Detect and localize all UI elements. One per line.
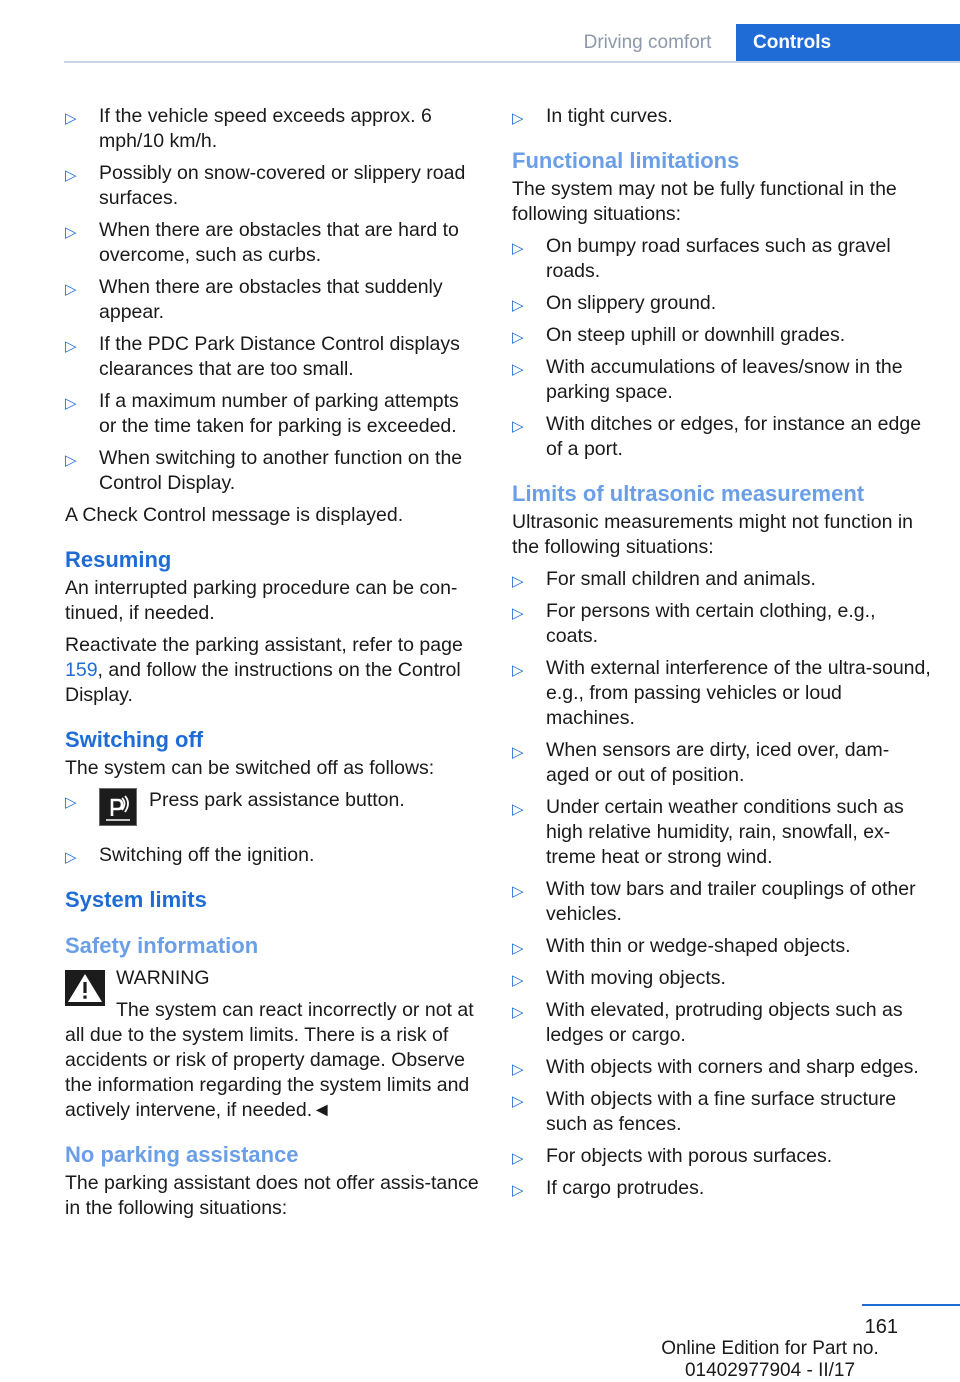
triangle-right-icon: ▷ [65, 110, 77, 127]
triangle-right-icon: ▷ [65, 281, 77, 298]
press-button-text: Press park assistance button. [149, 789, 405, 811]
header-section: Driving comfort [583, 32, 712, 53]
triangle-right-icon: ▷ [512, 1182, 524, 1199]
list-item: ▷ With objects with a fine surface structure such as fences. [512, 1088, 897, 1135]
list-item: ▷ With elevated, protruding objects such as ledges or cargo. [512, 999, 903, 1046]
triangle-right-icon: ▷ [512, 573, 524, 590]
list-item: ▷ If the vehicle speed exceeds approx. 6 mph/10 km/h. [65, 105, 432, 152]
ultrasonic-intro: Ultrasonic measurements might not function in the following situations: [512, 511, 914, 558]
warning-label: WARNING [116, 967, 210, 989]
list-item: ▷ When sensors are dirty, iced over, dam‐aged or out of position. [512, 739, 890, 786]
resuming-text: An interrupted parking procedure can be con‐tinued, if needed. [65, 577, 458, 624]
no-parking-text: The parking assistant does not offer assis‐tance in the following situations: [65, 1172, 479, 1219]
left-column [65, 104, 480, 1228]
system-limits-heading: System limits [65, 887, 207, 912]
list-item: ▷ With tow bars and trailer couplings of other vehicles. [512, 878, 916, 925]
triangle-right-icon: ▷ [512, 1004, 524, 1021]
no-parking-heading: No parking assistance [65, 1142, 299, 1167]
triangle-right-icon: ▷ [512, 361, 524, 378]
list-item: ▷ If a maximum number of parking attempts or the time taken for parking is exceeded. [65, 390, 459, 437]
list-item: ▷ On bumpy road surfaces such as gravel roads. [512, 235, 891, 282]
triangle-right-icon: ▷ [512, 1061, 524, 1078]
triangle-right-icon: ▷ [512, 240, 524, 257]
triangle-right-icon: ▷ [512, 883, 524, 900]
functional-intro: The system may not be fully functional in the following situations: [512, 178, 897, 225]
right-column [512, 104, 932, 1208]
triangle-right-icon: ▷ [65, 452, 77, 469]
check-control-message: A Check Control message is displayed. [65, 504, 404, 526]
page-header [0, 24, 960, 62]
triangle-right-icon: ▷ [512, 744, 524, 761]
list-item: ▷ Switching off the ignition. [65, 843, 480, 868]
triangle-right-icon: ▷ [512, 1150, 524, 1167]
triangle-right-icon: ▷ [65, 794, 77, 811]
list-item: ▷ On steep uphill or downhill grades. [512, 323, 932, 348]
triangle-right-icon: ▷ [65, 167, 77, 184]
triangle-right-icon: ▷ [512, 972, 524, 989]
list-item: ▷ If the PDC Park Distance Control displays clearances that are too small. [65, 333, 460, 380]
list-item: ▷ With external interference of the ultra‐sound, e.g., from passing vehicles or loud machines. [512, 657, 931, 729]
switching-off-heading: Switching off [65, 727, 204, 752]
list-item: ▷ With moving objects. [512, 966, 932, 991]
triangle-right-icon: ▷ [512, 297, 524, 314]
page-link-159[interactable]: 159 [65, 659, 98, 681]
reactivate-text: Reactivate the parking assistant, refer to page 159, and follow the instructions on the Control Display. [65, 634, 463, 706]
warning-triangle-icon [65, 970, 105, 1006]
triangle-right-icon: ▷ [512, 1093, 524, 1110]
functional-list [512, 234, 932, 462]
triangle-right-icon: ▷ [65, 395, 77, 412]
triangle-right-icon: ▷ [65, 224, 77, 241]
resuming-heading: Resuming [65, 547, 172, 572]
page-number: 161 [864, 1316, 898, 1338]
speed-exceeded-list [65, 104, 480, 496]
header-rule [64, 61, 960, 63]
list-item: ▷ If cargo protrudes. [512, 1176, 932, 1201]
warning-text: The system can react incorrectly or not at all due to the system limits. There is a risk of accidents or risk of property damage. Observe the information regarding the system limits and actively intervene, if needed.◄ [65, 999, 474, 1121]
ultrasonic-list [512, 567, 932, 1201]
warning-block [65, 966, 480, 1123]
list-item [65, 788, 480, 836]
list-item: ▷ With accumulations of leaves/snow in the parking space. [512, 356, 903, 403]
triangle-right-icon: ▷ [65, 849, 77, 866]
triangle-right-icon: ▷ [65, 338, 77, 355]
list-item: ▷ When switching to another function on the Control Display. [65, 447, 463, 494]
switching-off-list [65, 843, 480, 868]
list-item: ▷ When there are obstacles that suddenly appear. [65, 276, 443, 323]
tight-curves-list [512, 104, 932, 129]
safety-information-heading: Safety information [65, 933, 259, 958]
triangle-right-icon: ▷ [512, 662, 524, 679]
header-chapter-tab: Controls [736, 24, 960, 62]
ultrasonic-heading: Limits of ultrasonic measurement [512, 481, 865, 506]
list-item: ▷ In tight curves. [512, 104, 932, 129]
triangle-right-icon: ▷ [512, 940, 524, 957]
edition-footer: Online Edition for Part no. 01402977904 - II/17 [661, 1338, 879, 1381]
triangle-right-icon: ▷ [512, 801, 524, 818]
functional-limitations-heading: Functional limitations [512, 148, 740, 173]
list-item: ▷ For persons with certain clothing, e.g., coats. [512, 600, 876, 647]
triangle-right-icon: ▷ [512, 329, 524, 346]
triangle-right-icon: ▷ [512, 418, 524, 435]
triangle-right-icon: ▷ [512, 605, 524, 622]
park-assist-button-icon [99, 788, 137, 826]
list-item: ▷ On slippery ground. [512, 291, 932, 316]
list-item: ▷ Possibly on snow-covered or slippery road surfaces. [65, 162, 466, 209]
list-item: ▷ With ditches or edges, for instance an edge of a port. [512, 413, 922, 460]
switching-off-intro: The system can be switched off as follows: [65, 757, 435, 779]
triangle-right-icon: ▷ [512, 110, 524, 127]
list-item: ▷ For small children and animals. [512, 567, 932, 592]
list-item: ▷ With thin or wedge-shaped objects. [512, 934, 932, 959]
list-item: ▷ With objects with corners and sharp edges. [512, 1055, 932, 1080]
footer-rule [862, 1304, 960, 1306]
list-item: ▷ When there are obstacles that are hard to overcome, such as curbs. [65, 219, 459, 266]
list-item: ▷ For objects with porous surfaces. [512, 1144, 932, 1169]
list-item: ▷ Under certain weather conditions such as high relative humidity, rain, snowfall, ex‐treme heat or strong wind. [512, 796, 904, 868]
